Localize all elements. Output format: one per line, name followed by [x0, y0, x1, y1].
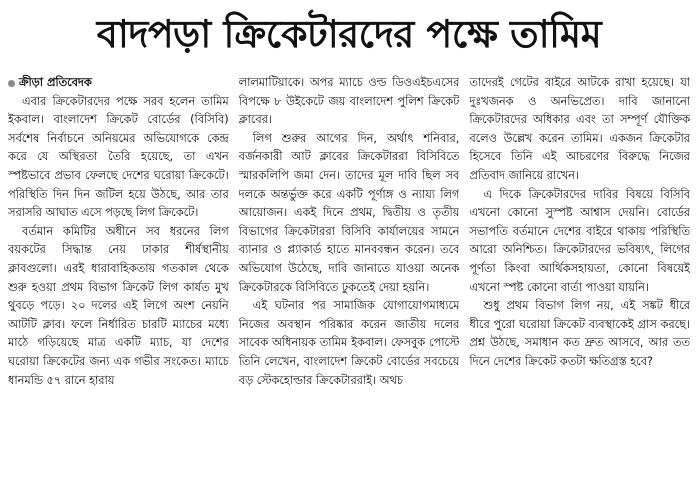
paragraph: এবার ক্রিকেটারদের পক্ষে সরব হলেন তামিম ইকবাল। বাংলাদেশ ক্রিকেট বোর্ডের (বিসিবি) সর্বশেষ নির্বাচনে অনিয়মের অভিযোগকে কেন্দ্র করে যে অস্থিরতা তৈরি হয়েছে, তা এখন স্পষ্টভাবে প্রভাব ফেলছে দেশের ঘরোয়া ক্রিকেটে। পরিস্থিতি দিন দিন জটিল হয়ে উঠছে, আর তার সরাসরি আঘাত এসে পড়ছে লিগ ক্রিকেটে। — [8, 94, 229, 220]
column-3 — [469, 74, 690, 500]
column-2 — [239, 74, 460, 500]
paragraph: বর্তমান কমিটির অধীনে সব ধরনের লিগ বয়কটের সিদ্ধান্ত নেয় ঢাকার শীর্ষস্থানীয় ক্লাবগুলো। এরই ধারাবাহিকতায় গতকাল থেকে শুরু হওয়া প্রথম বিভাগ ক্রিকেট লিগ কার্যত মুখ থুবড়ে পড়ে। ২০ দলের এই লিগে অংশ নেয়নি আটটি ক্লাব। ফলে নির্ধারিত চারটি ম্যাচের মধ্যে মাঠে গড়িয়েছে মাত্র একটি ম্যাচ, যা দেশের ঘরোয়া ক্রিকেটের জন্য এক গভীর সংকেত। ম্যাচে ধানমন্ডি ৫৭ রানে হারায় — [8, 224, 229, 387]
headline: বাদপড়া ক্রিকেটারদের পক্ষে তামিম — [96, 12, 602, 56]
article-body — [8, 74, 690, 500]
paragraph: লালমাটিয়াকে। অপর ম্যাচে ওল্ড ডিওএইচএসের বিপক্ষে ৮ উইকেটে জয় বাংলাদেশ পুলিশ ক্রিকেট ক্লাবের। — [238, 76, 460, 127]
byline-text: ক্রীড়া প্রতিবেদক — [19, 76, 92, 89]
byline — [8, 74, 229, 93]
bullet-icon — [8, 80, 15, 87]
paragraph: শুধু প্রথম বিভাগ লিগ নয়, এই সঙ্কট ধীরে ধীরে পুরো ঘরোয়া ক্রিকেট ব্যবস্থাকেই গ্রাস করছে। প্রশ্ন উঠছে, সমাধান কত দ্রুত আসবে, আর তত দিনে দেশের ক্রিকেট কতটা ক্ষতিগ্রস্ত হবে? — [469, 299, 691, 368]
paragraph: তাদেরই গেটের বাইরে আটকে রাখা হয়েছে। যা দুঃখজনক ও অনভিপ্রেত। দাবি জানানো ক্রিকেটারদের অধিকার এবং তা সম্পূর্ণ যৌক্তিক বলেও উল্লেখ করেন তামিম। একজন ক্রিকেটার হিসেবে তিনি এই আচরণের বিরুদ্ধে নিজের প্রতিবাদ জানিয়ে রাখেন। — [469, 76, 691, 182]
paragraph: এই ঘটনার পর সামাজিক যোগাযোগমাধ্যমে নিজের অবস্থান পরিষ্কার করেন জাতীয় দলের সাবেক অধিনায়ক তামিম ইকবাল। ফেসবুক পোস্টে তিনি লেখেন, বাংলাদেশ ক্রিকেট বোর্ডের সবচেয়ে বড় স্টেকহোল্ডার ক্রিকেটাররাই। অথচ — [238, 299, 460, 387]
column-1 — [8, 74, 229, 500]
paragraph: লিগ শুরুর আগের দিন, অর্থাৎ শনিবার, বর্জনকারী আট ক্লাবের ক্রিকেটাররা বিসিবিতে স্মারকলিপি জমা দেন। তাদের মূল দাবি ছিল সব দলকে অন্তর্ভুক্ত করে একটি পূর্ণাঙ্গ ও ন্যায্য লিগ আয়োজন। একই দিনে প্রথম, দ্বিতীয় ও তৃতীয় বিভাগের ক্রিকেটাররা বিসিবি কার্যালয়ের সামনে ব্যানার ও প্ল্যাকার্ড হাতে মানববন্ধন করেন। তবে অভিযোগ উঠেছে, দাবি জানাতে যাওয়া অনেক ক্রিকেটারকে বিসিবিতে ঢুকতেই দেয়া হয়নি। — [238, 131, 460, 294]
paragraph: এ দিকে ক্রিকেটারদের দাবির বিষয়ে বিসিবি এখনো কোনো সুস্পষ্ট আশ্বাস দেয়নি। বোর্ডের সভাপতি বর্তমানে দেশের বাইরে থাকায় পরিস্থিতি আরো অনিশ্চিত। ক্রিকেটারদের ভবিষ্যৎ, লিগের পূর্ণতা কিংবা আর্থিকসহায়তা, কোনো বিষয়েই এখনো স্পষ্ট কোনো বার্তা পাওয়া যায়নি। — [469, 187, 691, 294]
